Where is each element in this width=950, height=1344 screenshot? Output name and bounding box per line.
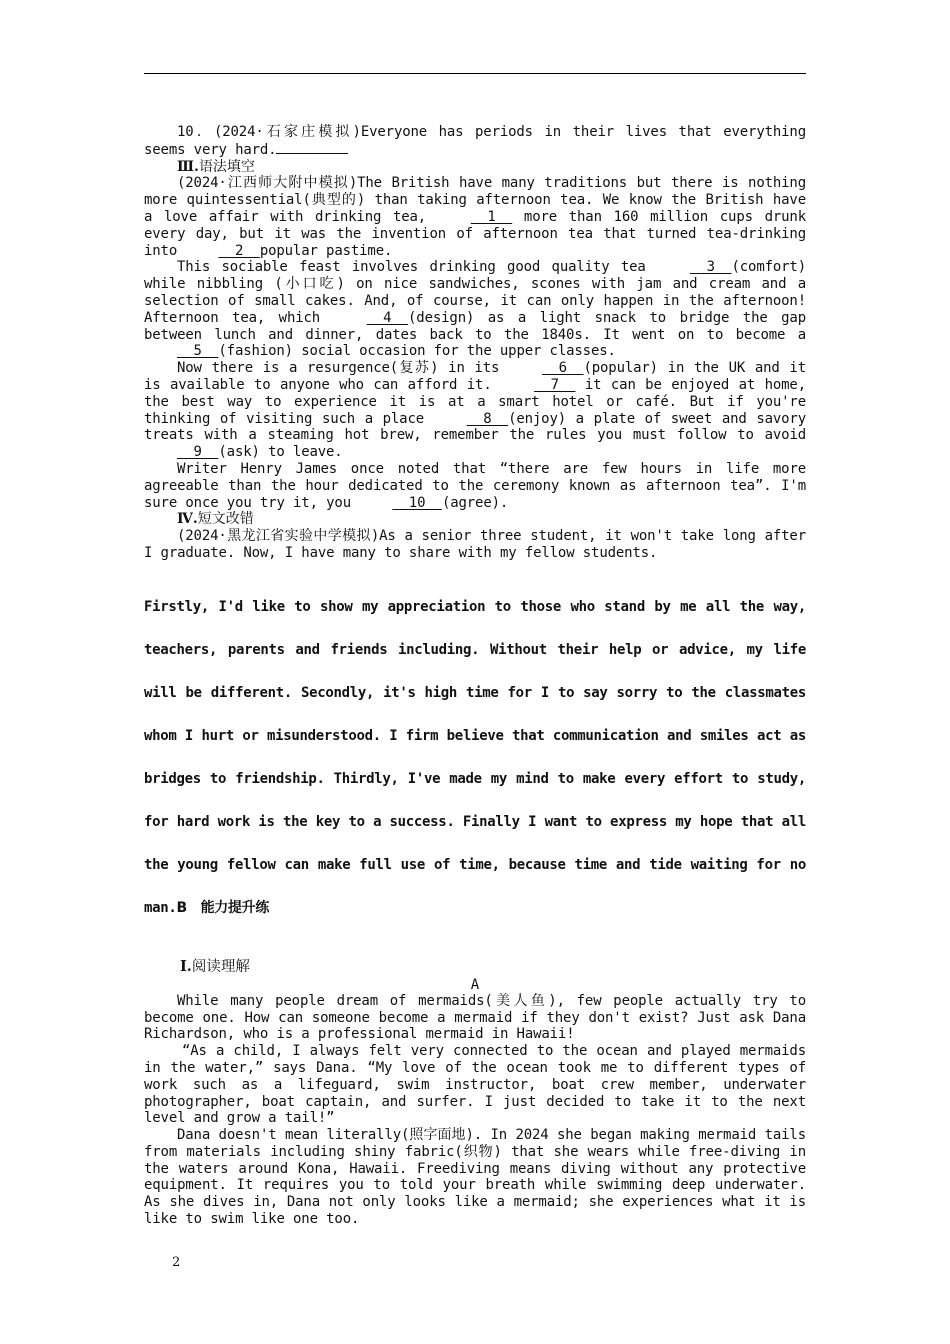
grammar-text: more than 160 million cups drunk every day, but it was the invention of afternoon tea that turned tea-drinking into	[144, 208, 806, 259]
grammar-text: it can be enjoyed at home, the best way to experience it is at a smart hotel or café. But if you're thinking of visiting such a place	[144, 376, 806, 427]
reading-section-title: 阅读理解	[191, 958, 250, 975]
grammar-blank-3: 3	[690, 259, 732, 276]
grammar-paragraph-1	[144, 175, 806, 259]
passage-label: A	[470, 976, 480, 993]
grammar-blank-1: 1	[470, 208, 513, 225]
reading-paragraph-2: “As a child, I always felt very connected to the ocean and played mermaids in the water,” says Dana. “My love of the ocean took me to different types of work such as a lifeguard, swim instructor, boat crew member, underwater photographer, boat captain, and surfer. I just decided to take it to the next level and grow a tail!”	[144, 1043, 806, 1127]
grammar-text: (popular) in the UK and it is available to anyone who can afford it.	[144, 360, 806, 393]
grammar-text: popular pastime.	[259, 242, 393, 259]
grammar-blank-9: 9	[177, 444, 219, 461]
grammar-text: This sociable feast involves drinking good quality tea	[177, 259, 658, 276]
grammar-text: (agree).	[441, 494, 509, 511]
grammar-blank-10: 10	[392, 494, 442, 511]
section-3-title: 语法填空	[198, 158, 255, 175]
header-rule	[144, 73, 806, 74]
reading-paragraph-1: While many people dream of mermaids(美人鱼), few people actually try to become one. How can someone become a mermaid if they don't exist? Just ask Dana Richardson, who is a professional mermaid in Hawaii!	[144, 992, 806, 1043]
grammar-text: (design) as a light snack to bridge the gap between lunch and dinner, dates back to the 1840s. It went on to become a	[144, 309, 806, 343]
grammar-blank-8: 8	[466, 410, 509, 427]
section-3-heading	[144, 159, 806, 176]
grammar-paragraph-2	[144, 259, 806, 360]
grammar-blank-2: 2	[218, 242, 260, 259]
section-4-number: Ⅳ.	[177, 511, 198, 528]
reading-section-heading	[144, 958, 806, 976]
section-b-heading: B 能力提升练	[176, 899, 270, 916]
grammar-text: (2024·江西师大附中模拟)The British have many traditions but there is nothing more quintessential(典型的) than taking afternoon tea. We know the British have a love affair with drinking tea,	[144, 175, 806, 225]
answer-blank-10	[276, 141, 348, 154]
page-number: 2	[172, 1255, 181, 1270]
question-10	[144, 124, 806, 159]
correction-body-text: Firstly, I'd like to show my appreciation to those who stand by me all the way, teachers, parents and friends including. Without their help or advice, my life will be different. Secondly, it's high time for I to say sorry to the classmates whom I hurt or misunderstood. I firm believe that communication and smiles act as bridges to friendship. Thirdly, I've made my mind to make every effort to study, for hard work is the key to a success. Finally I want to express my hope that all the young fellow can make full use of time, because time and tide waiting for no man.	[144, 598, 806, 916]
grammar-paragraph-3	[144, 360, 806, 461]
grammar-text: Now there is a resurgence(复苏) in its	[177, 360, 510, 377]
reading-section-number: Ⅰ.	[180, 957, 192, 975]
grammar-text: (comfort) while nibbling (小口吃) on nice sandwiches, scones with jam and cream and a selection of small cakes. And, of course, it can only happen in the afternoon! Afternoon tea, which	[144, 259, 806, 326]
grammar-blank-6: 6	[542, 360, 584, 377]
content-area	[144, 124, 806, 1228]
grammar-paragraph-4	[144, 461, 806, 511]
correction-intro: (2024·黑龙江省实验中学模拟)As a senior three student, it won't take long after I graduate. Now, I have many to share with my fellow students.	[144, 528, 806, 561]
grammar-text: Writer Henry James once noted that “there are few hours in life more agreeable than the hour dedicated to the ceremony known as afternoon tea”. I'm sure once you try it, you	[144, 460, 806, 511]
grammar-blank-5: 5	[177, 343, 219, 360]
grammar-text: (fashion) social occasion for the upper classes.	[218, 343, 616, 360]
grammar-blank-4: 4	[366, 309, 409, 326]
grammar-text: (enjoy) a plate of sweet and savory treats with a steaming hot brew, remember the rules you must follow to avoid	[144, 410, 806, 444]
reading-paragraph-3: Dana doesn't mean literally(照字面地). In 2024 she began making mermaid tails from materials including shiny fabric(织物) that she wears while free-diving in the waters around Kona, Hawaii. Freediving means diving without any protective equipment. It requires you to told your breath while swimming deep underwater. As she dives in, Dana not only looks like a mermaid; she experiences what it is like to swim like one too.	[144, 1127, 806, 1228]
section-3-number: Ⅲ.	[177, 158, 199, 175]
grammar-text: (ask) to leave.	[218, 444, 343, 461]
section-4-heading	[144, 511, 806, 528]
question-10-text: 10．(2024·石家庄模拟)Everyone has periods in their lives that everything seems very hard.	[144, 124, 806, 158]
section-4-title: 短文改错	[197, 511, 254, 528]
correction-passage	[144, 586, 806, 930]
grammar-blank-7: 7	[534, 376, 576, 393]
correction-body	[144, 586, 806, 930]
